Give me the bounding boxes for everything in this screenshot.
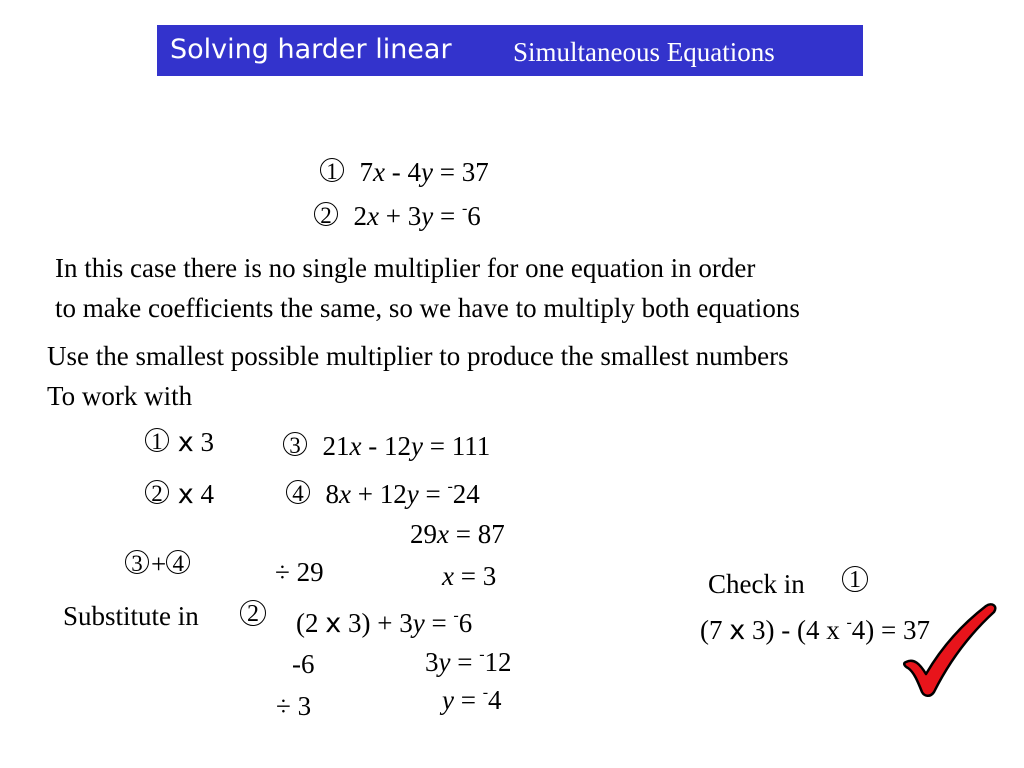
equation-2-number: 2 [314, 202, 338, 226]
circle-number: 4 [166, 550, 190, 574]
var-x: x [373, 157, 385, 187]
operator: + [357, 479, 373, 509]
y-solution: y = -4 [442, 684, 502, 715]
coef-y: 3 [407, 201, 422, 231]
equation-3: 3 21x - 12y = 111 [283, 430, 490, 462]
times-sign: x [177, 427, 194, 458]
check-expression [700, 614, 930, 647]
check-part-b: 3) - (4 x [751, 615, 840, 645]
var-x: x [442, 561, 454, 591]
negative-sign: - [479, 646, 485, 663]
checkmark-icon [900, 600, 1000, 700]
var-y: y [410, 431, 423, 461]
y-value: 4 [488, 685, 502, 715]
coef-x: 7 [359, 157, 373, 187]
check-label: Check in [708, 569, 805, 599]
var-y: y [438, 647, 451, 677]
negative-sign: - [453, 607, 459, 624]
check-circle: 1 [842, 566, 868, 592]
divide-29: ÷ 29 [275, 557, 324, 587]
operator: + [385, 201, 401, 231]
checkmark-shape [904, 604, 995, 695]
coef-x: 8 [325, 479, 339, 509]
x-solution: x = 3 [442, 561, 497, 591]
times-sign: x [729, 615, 746, 646]
var-y: y [406, 479, 419, 509]
coef-x: 21 [322, 431, 350, 461]
circle-number: 2 [145, 480, 169, 504]
times-sign: x [177, 479, 194, 510]
title-part2: Simultaneous Equations [513, 37, 775, 67]
operator: - [391, 157, 401, 187]
negative-sign: - [846, 614, 852, 631]
rhs: 87 [477, 519, 505, 549]
equation-4-number: 4 [286, 480, 310, 504]
coef-y: 4 [407, 157, 421, 187]
sum-equation: 29x = 87 [410, 519, 505, 549]
rhs: 6 [458, 608, 473, 638]
rhs: 37 [461, 157, 489, 187]
check-part-c: 4) = 37 [851, 615, 931, 645]
substitution-equation: (2 x 3) + 3y = -6 [296, 607, 473, 639]
circle-number: 1 [145, 428, 169, 452]
title-part1: Solving harder linear [170, 34, 452, 65]
check-part-a: (7 [700, 615, 723, 645]
negative-sign: - [447, 478, 453, 495]
var-y: y [442, 685, 454, 715]
equation-3-number: 3 [283, 432, 307, 456]
var-y: y [421, 201, 434, 231]
equation-4: 4 8x + 12y = -24 [286, 478, 480, 510]
rhs: 12 [484, 647, 512, 677]
rhs: 6 [467, 201, 481, 231]
var-x: x [339, 479, 351, 509]
substitute-label: Substitute in [63, 601, 199, 631]
y-step: 3y = -12 [425, 646, 512, 677]
factor: 3 [200, 427, 214, 457]
var-y: y [420, 157, 433, 187]
sub-lhs: (2 [296, 608, 319, 638]
factor: 4 [200, 479, 214, 509]
multiplier-1 [145, 426, 214, 459]
operator: - [368, 431, 378, 461]
negative-sign: - [482, 684, 489, 701]
coef-y: 3 [425, 647, 439, 677]
equation-2: 2 2x + 3y = -6 [314, 200, 481, 232]
substitute-circle: 2 [240, 600, 266, 626]
var-x: x [437, 519, 449, 549]
coef-x: 2 [353, 201, 367, 231]
coef-y: 12 [383, 431, 411, 461]
rhs: 111 [451, 431, 491, 461]
add-equations [125, 548, 192, 580]
plus-sign: + [151, 549, 167, 579]
minus-6: -6 [292, 649, 315, 679]
var-x: x [367, 201, 379, 231]
explanation-line-1: In this case there is no single multiplier for one equation in order [55, 253, 756, 283]
coef-y: 12 [379, 479, 407, 509]
coef-x: 29 [410, 519, 437, 549]
rhs: 24 [452, 479, 480, 509]
sub-mid: 3) + 3 [347, 608, 413, 638]
multiplier-2 [145, 478, 214, 511]
negative-sign: - [461, 200, 468, 217]
explanation-line-2: to make coefficients the same, so we have to multiply both equations [55, 293, 800, 323]
circle-number: 3 [125, 550, 149, 574]
explanation-line-3: Use the smallest possible multiplier to produce the smallest numbers [47, 341, 789, 371]
explanation-line-4: To work with [47, 381, 193, 411]
var-y: y [412, 608, 425, 638]
equation-1: 1 7x - 4y = 37 [320, 156, 489, 188]
equation-1-number: 1 [320, 158, 344, 182]
times-sign: x [325, 608, 342, 639]
x-value: 3 [482, 561, 497, 591]
var-x: x [349, 431, 362, 461]
divide-3: ÷ 3 [276, 691, 312, 721]
